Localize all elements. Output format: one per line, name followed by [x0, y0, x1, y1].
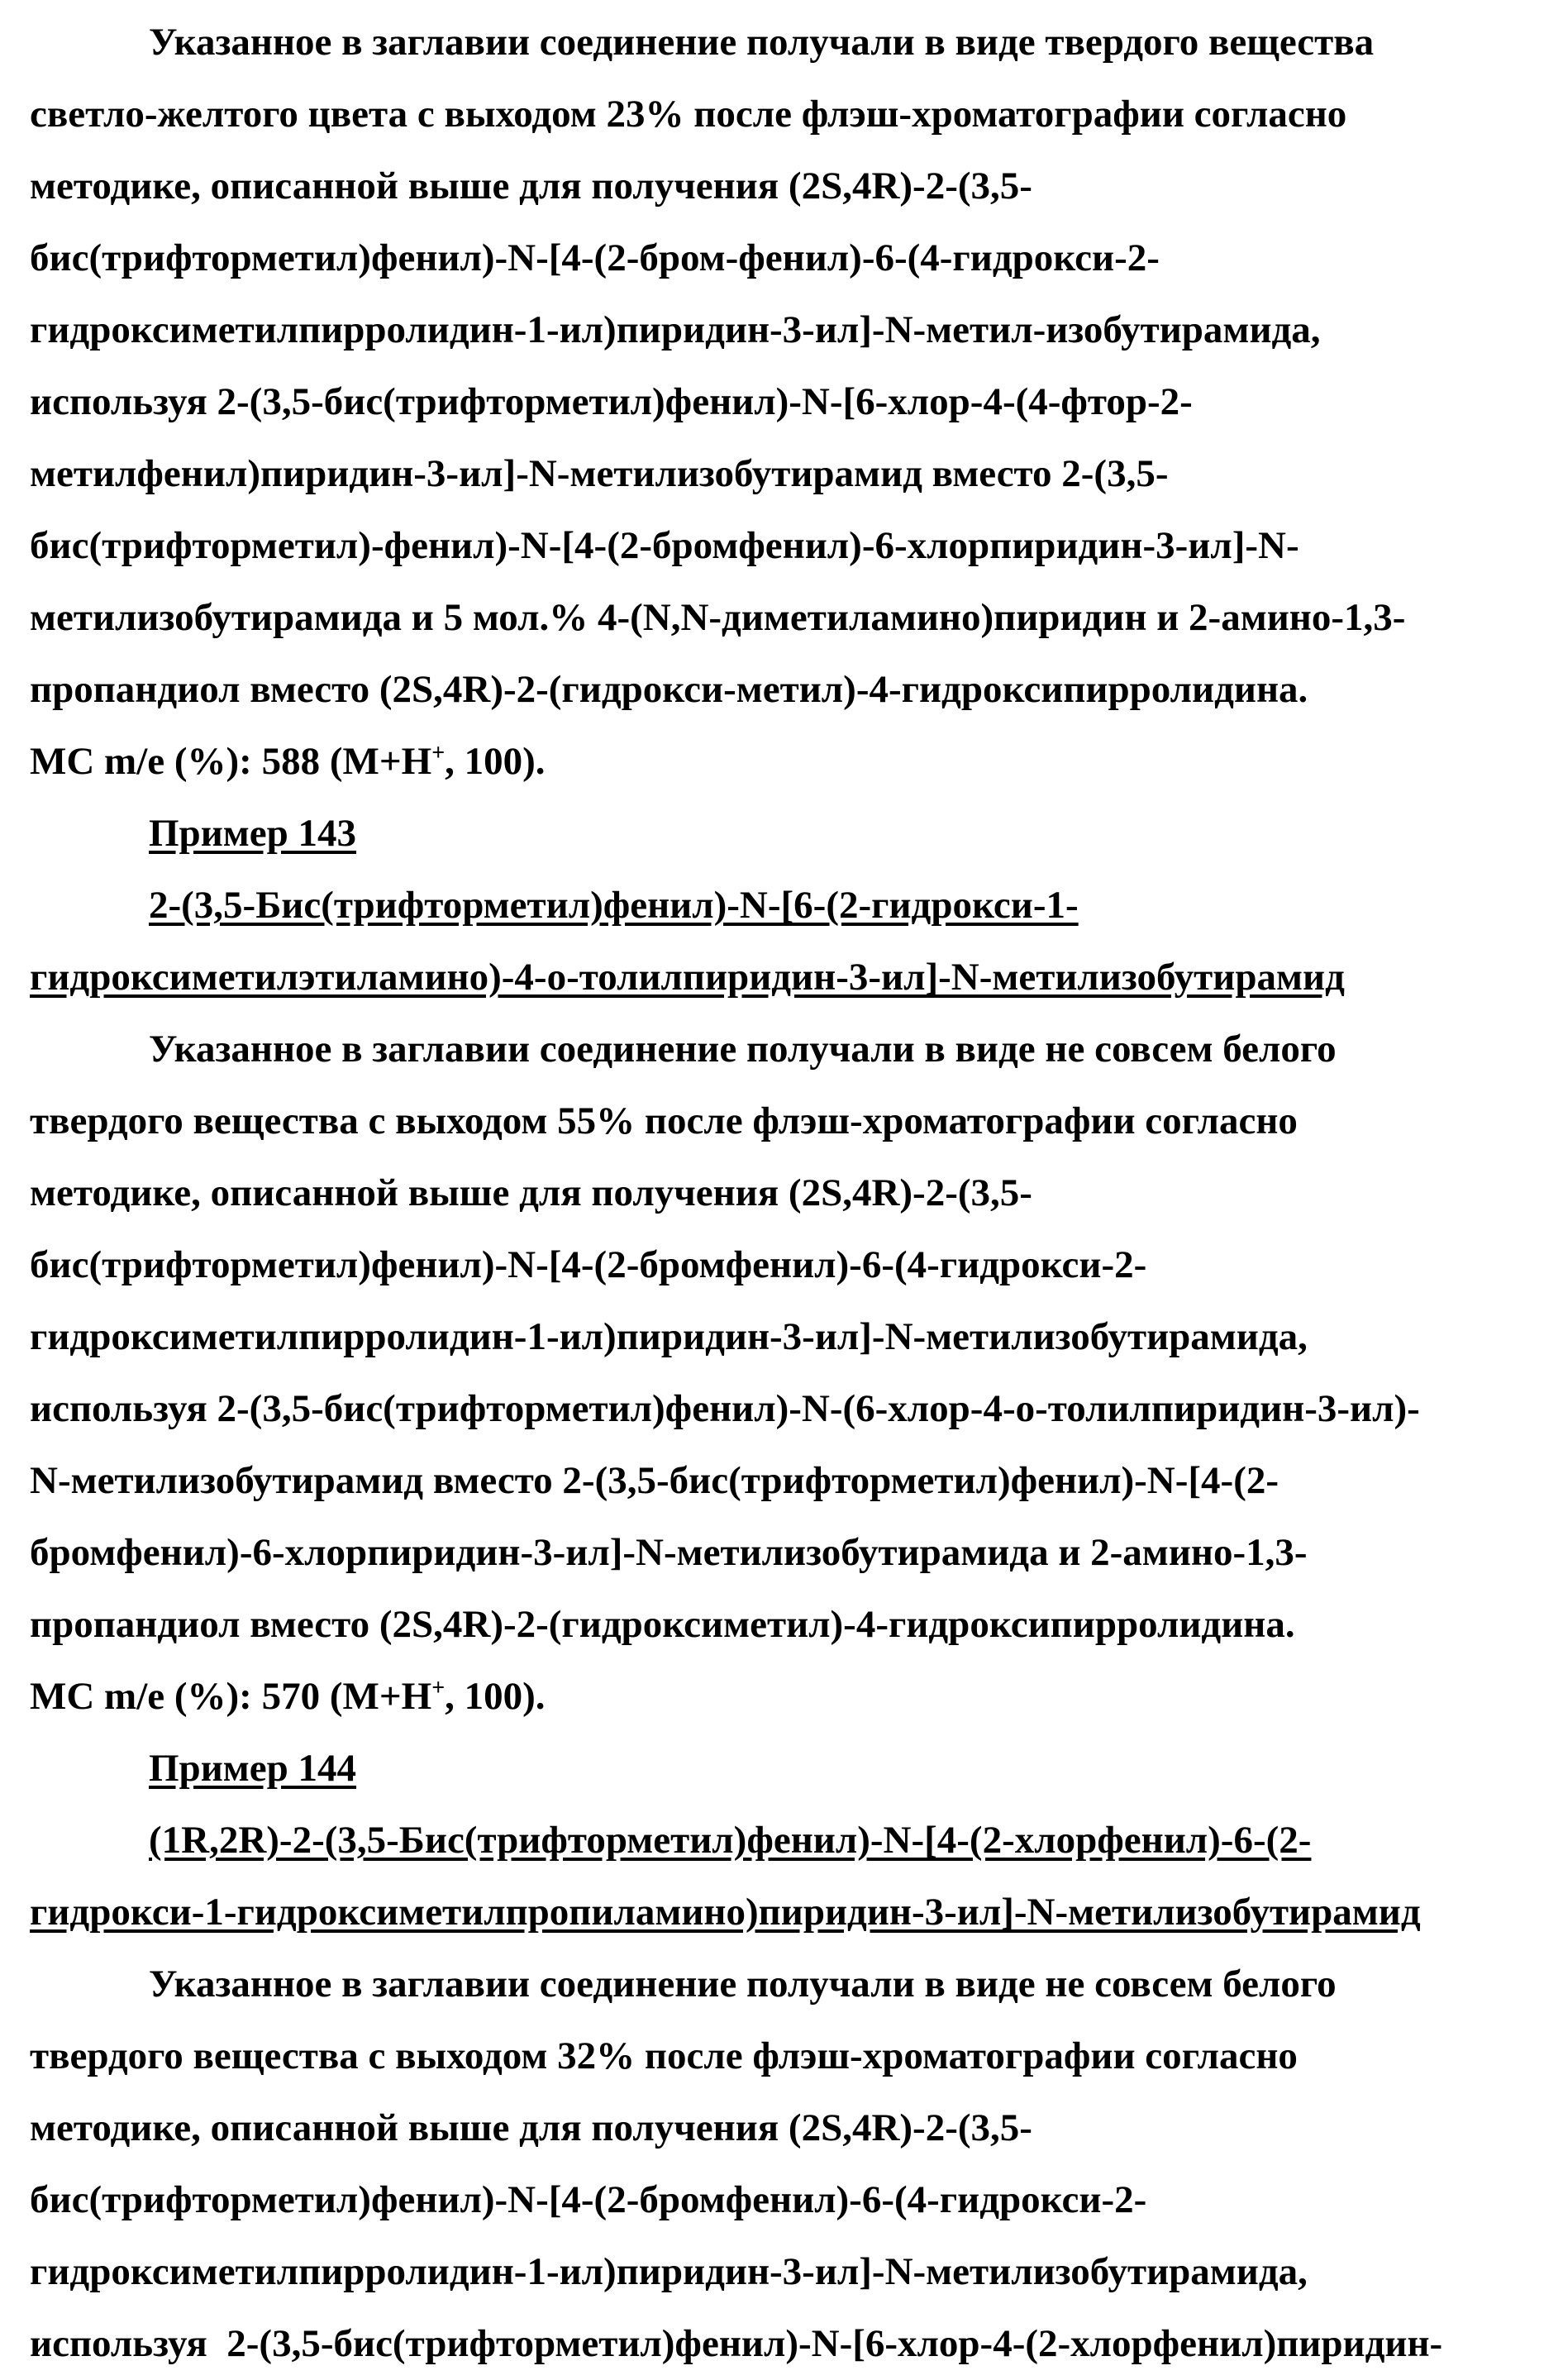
- title-text: 2-(3,5-Бис(трифторметил)фенил)-N-[6-(2-гидрокси-1-: [149, 884, 1079, 927]
- example-144-heading: [30, 1733, 1551, 1805]
- title-text: гидрокси-1-гидроксиметилпропиламино)пиридин-3-ил]-N-метилизобутирамид: [30, 1891, 1421, 1934]
- ms-text: , 100).: [445, 1675, 545, 1718]
- ms-data-line: [30, 1661, 1551, 1733]
- text-line: бромфенил)-6-хлорпиридин-3-ил]-N-метилизобутирамида и 2-амино-1,3-: [30, 1517, 1551, 1589]
- text-line: метилизобутирамида и 5 мол.% 4-(N,N-диметиламино)пиридин и 2-амино-1,3-: [30, 582, 1551, 654]
- example-144-title: [30, 1805, 1551, 1877]
- text-line: Указанное в заглавии соединение получали в виде не совсем белого: [30, 1948, 1551, 2020]
- text-line: гидроксиметилпирролидин-1-ил)пиридин-3-ил]-N-метил-изобутирамида,: [30, 294, 1551, 366]
- text-line: гидроксиметилпирролидин-1-ил)пиридин-3-ил]-N-метилизобутирамида,: [30, 2236, 1551, 2308]
- text-line: методике, описанной выше для получения (2S,4R)-2-(3,5-: [30, 2092, 1551, 2164]
- text-line: светло-желтого цвета с выходом 23% после флэш-хроматографии согласно: [30, 79, 1551, 150]
- ms-text: МС m/e (%): 588 (M+H: [30, 740, 431, 783]
- document-page: [30, 7, 1551, 2380]
- text-line: методике, описанной выше для получения (2S,4R)-2-(3,5-: [30, 150, 1551, 222]
- text-line: бис(трифторметил)фенил)-N-[4-(2-бромфенил)-6-(4-гидрокси-2-: [30, 1229, 1551, 1301]
- text-line: бис(трифторметил)-фенил)-N-[4-(2-бромфенил)-6-хлорпиридин-3-ил]-N-: [30, 510, 1551, 582]
- example-143-title: [30, 942, 1551, 1014]
- paragraph-144-description: [30, 1948, 1551, 2380]
- text-line: метилфенил)пиридин-3-ил]-N-метилизобутирамид вместо 2-(3,5-: [30, 438, 1551, 510]
- text-line: пропандиол вместо (2S,4R)-2-(гидроксиметил)-4-гидроксипирролидина.: [30, 1589, 1551, 1661]
- text-line: N-метилизобутирамид вместо 2-(3,5-бис(трифторметил)фенил)-N-[4-(2-: [30, 1445, 1551, 1517]
- text-line: используя 2-(3,5-бис(трифторметил)фенил)-N-[6-хлор-4-(4-фтор-2-: [30, 366, 1551, 438]
- title-text: гидроксиметилэтиламино)-4-о-толилпиридин-3-ил]-N-метилизобутирамид: [30, 956, 1345, 999]
- heading-text: Пример 144: [149, 1747, 356, 1790]
- text-line: бис(трифторметил)фенил)-N-[4-(2-бромфенил)-6-(4-гидрокси-2-: [30, 2164, 1551, 2236]
- ms-superscript: +: [431, 1675, 445, 1700]
- ms-data-line: [30, 726, 1551, 798]
- paragraph-143-description: [30, 1014, 1551, 1733]
- ms-text: , 100).: [445, 740, 545, 783]
- heading-text: Пример 143: [149, 812, 356, 855]
- title-text: (1R,2R)-2-(3,5-Бис(трифторметил)фенил)-N-[4-(2-хлорфенил)-6-(2-: [149, 1819, 1311, 1862]
- ms-text: МС m/e (%): 570 (M+H: [30, 1675, 431, 1718]
- paragraph-142-description: [30, 7, 1551, 798]
- example-143-heading: [30, 798, 1551, 870]
- text-line: гидроксиметилпирролидин-1-ил)пиридин-3-ил]-N-метилизобутирамида,: [30, 1301, 1551, 1373]
- text-line: бис(трифторметил)фенил)-N-[4-(2-бром-фенил)-6-(4-гидрокси-2-: [30, 222, 1551, 294]
- text-line: твердого вещества с выходом 55% после флэш-хроматографии согласно: [30, 1085, 1551, 1157]
- example-143-title: [30, 870, 1551, 942]
- text-line: твердого вещества с выходом 32% после флэш-хроматографии согласно: [30, 2020, 1551, 2092]
- text-line: методике, описанной выше для получения (2S,4R)-2-(3,5-: [30, 1157, 1551, 1229]
- text-line: Указанное в заглавии соединение получали в виде твердого вещества: [30, 7, 1551, 79]
- text-line: Указанное в заглавии соединение получали в виде не совсем белого: [30, 1014, 1551, 1085]
- text-line: пропандиол вместо (2S,4R)-2-(гидрокси-метил)-4-гидроксипирролидина.: [30, 654, 1551, 726]
- text-line: используя 2-(3,5-бис(трифторметил)фенил)-N-[6-хлор-4-(2-хлорфенил)пиридин-: [30, 2308, 1551, 2380]
- text-line: используя 2-(3,5-бис(трифторметил)фенил)-N-(6-хлор-4-о-толилпиридин-3-ил)-: [30, 1373, 1551, 1445]
- example-144-title: [30, 1877, 1551, 1948]
- ms-superscript: +: [431, 740, 445, 766]
